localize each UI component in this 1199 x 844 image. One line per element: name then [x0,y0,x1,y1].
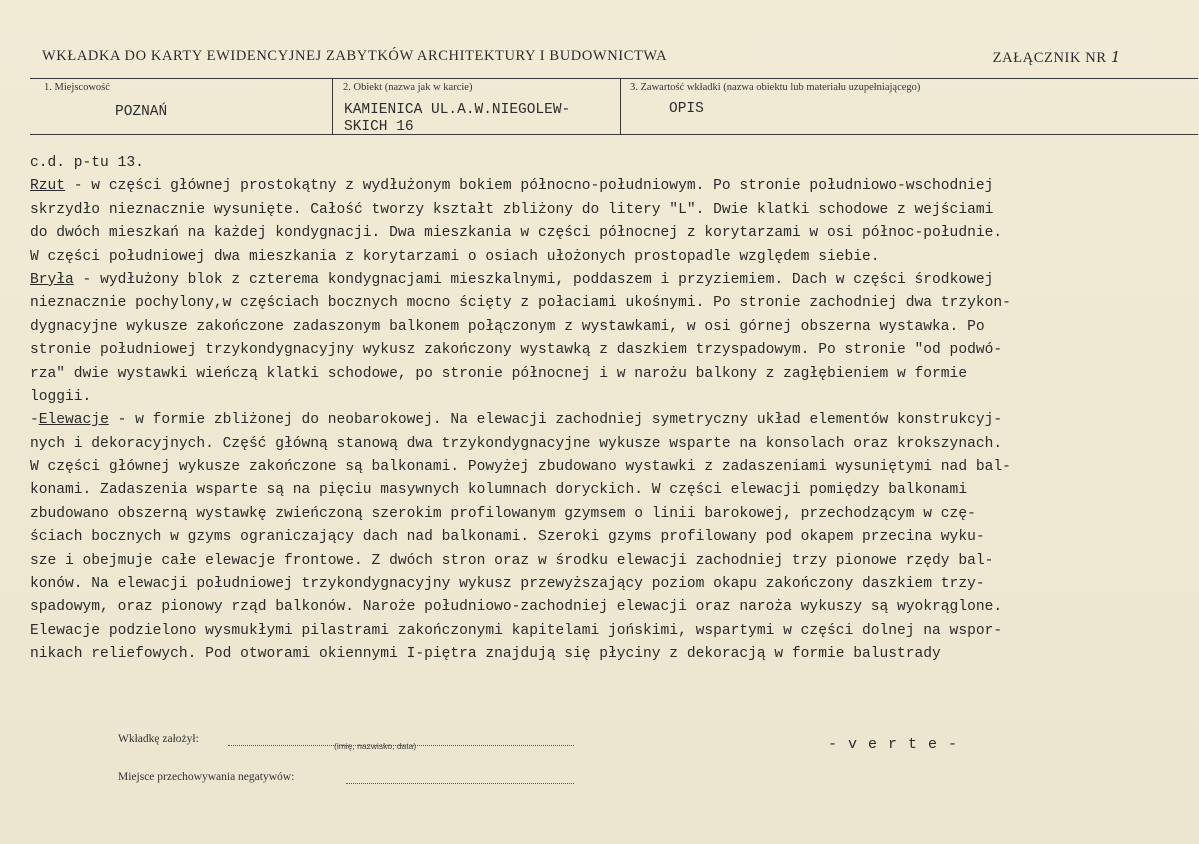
text-run: - wydłużony blok z czterema kondygnacjami mieszkalnymi, poddaszem i przyziemiem. Dach w części środkowej [73,271,994,288]
text-run: konami. Zadaszenia wsparte są na pięciu masywnych kolumnach doryckich. W części elewacji pomiędzy balkonami [30,482,968,499]
text-run: - w części głównej prostokątny z wydłużonym bokiem północno-południowym. Po stronie południowo-wschodniej [65,178,994,195]
section-heading: Elewacje [38,412,109,429]
text-run: nieznacznie pochylony,w częściach bocznych mocno ścięty z połaciami ukośnymi. Po stronie zachodniej dwa trzykon- [30,295,1011,312]
text-line [30,503,1198,526]
text-run: c.d. p-tu 13. [30,155,144,171]
text-line [30,175,1198,198]
text-line [30,363,1198,386]
text-line [30,222,1198,245]
text-line [30,199,1198,222]
founder-sub-label: (imię, nazwisko, data) [334,741,417,751]
text-line [30,456,1198,479]
text-line [30,386,1198,409]
description-text [30,152,1198,667]
object-value: KAMIENICA UL.A.W.NIEGOLEW- SKICH 16 [344,102,571,135]
text-line [30,246,1198,269]
text-run: nych i dekoracyjnych. Część główną stanową dwa trzykondygnacyjne wykusze wsparte na konsolach oraz krokszynach. [30,435,1003,452]
form-title: WKŁADKA DO KARTY EWIDENCYJNEJ ZABYTKÓW ARCHITEKTURY I BUDOWNICTWA [42,48,668,64]
text-run: nikach reliefowych. Pod otworami okiennymi I-piętra znajdują się płyciny z dekoracją w formie balustrady [30,646,941,663]
text-line [30,152,1198,175]
content-label: 3. Zawartość wkładki (nazwa obiektu lub materiału uzupełniającego) [630,82,921,93]
text-run: zbudowano obszerną wystawkę zwieńczoną szerokim profilowanym gzymsem o linii barokowej, przechodzącym w czę- [30,505,976,522]
text-run: konów. Na elewacji południowej trzykondygnacyjny wykusz przewyższający poziom okapu zakończony daszkiem trzy- [30,576,985,593]
annex-label [993,48,1121,67]
text-line [30,526,1198,549]
text-run: W części głównej wykusze zakończone są balkonami. Powyżej zbudowano wystawki z zadaszeniami wysuniętymi nad bal- [30,459,1011,476]
text-run: spadowym, oraz pionowy rząd balkonów. Naroże południowo-zachodniej elewacji oraz naroża wykuszy są wyokrąglone. [30,599,1003,616]
text-run: stronie południowej trzykondygnacyjny wykusz zakończony wystawką z daszkiem trzyspadowym. Po stronie "od podwó- [30,342,1003,359]
text-line [30,292,1198,315]
text-line [30,316,1198,339]
object-cell [332,79,621,134]
text-run: ściach bocznych w gzyms ograniczający dach nad balkonami. Szeroki gzyms profilowany pod okapem przecina wyku- [30,529,985,546]
text-line [30,339,1198,362]
object-label: 2. Obiekt (nazwa jak w karcie) [343,82,473,93]
founder-label: Wkładkę założył: [118,733,199,745]
content-cell [620,79,1198,134]
text-line [30,269,1198,292]
section-heading: Bryła [30,271,74,288]
locality-cell [30,79,332,134]
text-line [30,550,1198,573]
text-line [30,479,1198,502]
annex-label-text: ZAŁĄCZNIK NR [992,50,1107,66]
text-run: rza" dwie wystawki wieńczą klatki schodowe, po stronie północnej i w narożu balkony z zagłębieniem w formie [30,365,968,382]
text-run: - [30,412,39,429]
verte-note: - v e r t e - [828,736,959,753]
negatives-dotted-line [346,783,574,784]
text-line [30,573,1198,596]
locality-value: POZNAŃ [115,104,168,120]
text-line [30,596,1198,619]
content-value: OPIS [669,101,704,117]
text-run: dygnacyjne wykusze zakończone zadaszonym balkonem połączonym z wystawkami, w osi górnej obszerna wystawka. Po [30,318,985,335]
section-heading: Rzut [30,178,66,195]
text-line [30,433,1198,456]
text-run: Elewacje podzielono wysmukłymi pilastrami zakończonymi kapitelami jońskimi, wspartymi w części dolnej na wspor- [30,622,1003,639]
text-line [30,643,1198,666]
text-line [30,620,1198,643]
text-run: loggii. [30,388,92,405]
header-fields-table [30,78,1198,135]
text-run: skrzydło nieznacznie wysunięte. Całość tworzy kształt zbliżony do litery "L". Dwie klatki schodowe z wejściami [30,201,994,218]
negatives-label: Miejsce przechowywania negatywów: [118,771,295,783]
text-run: - w formie zbliżonej do neobarokowej. Na elewacji zachodniej symetryczny układ elementów konstrukcyj- [108,412,1003,429]
text-run: sze i obejmuje całe elewacje frontowe. Z dwóch stron oraz w środku elewacji zachodniej trzy pionowe rzędy bal- [30,552,994,569]
text-line [30,409,1198,432]
annex-number: 1 [1110,48,1121,66]
text-run: do dwóch mieszkań na każdej kondygnacji. Dwa mieszkania w części północnej z korytarzami w osi północ-południe. [30,225,1003,242]
locality-label: 1. Miejscowość [44,82,110,93]
text-run: W części południowej dwa mieszkania z korytarzami o osiach ułożonych prostopadle względem siebie. [30,248,880,265]
